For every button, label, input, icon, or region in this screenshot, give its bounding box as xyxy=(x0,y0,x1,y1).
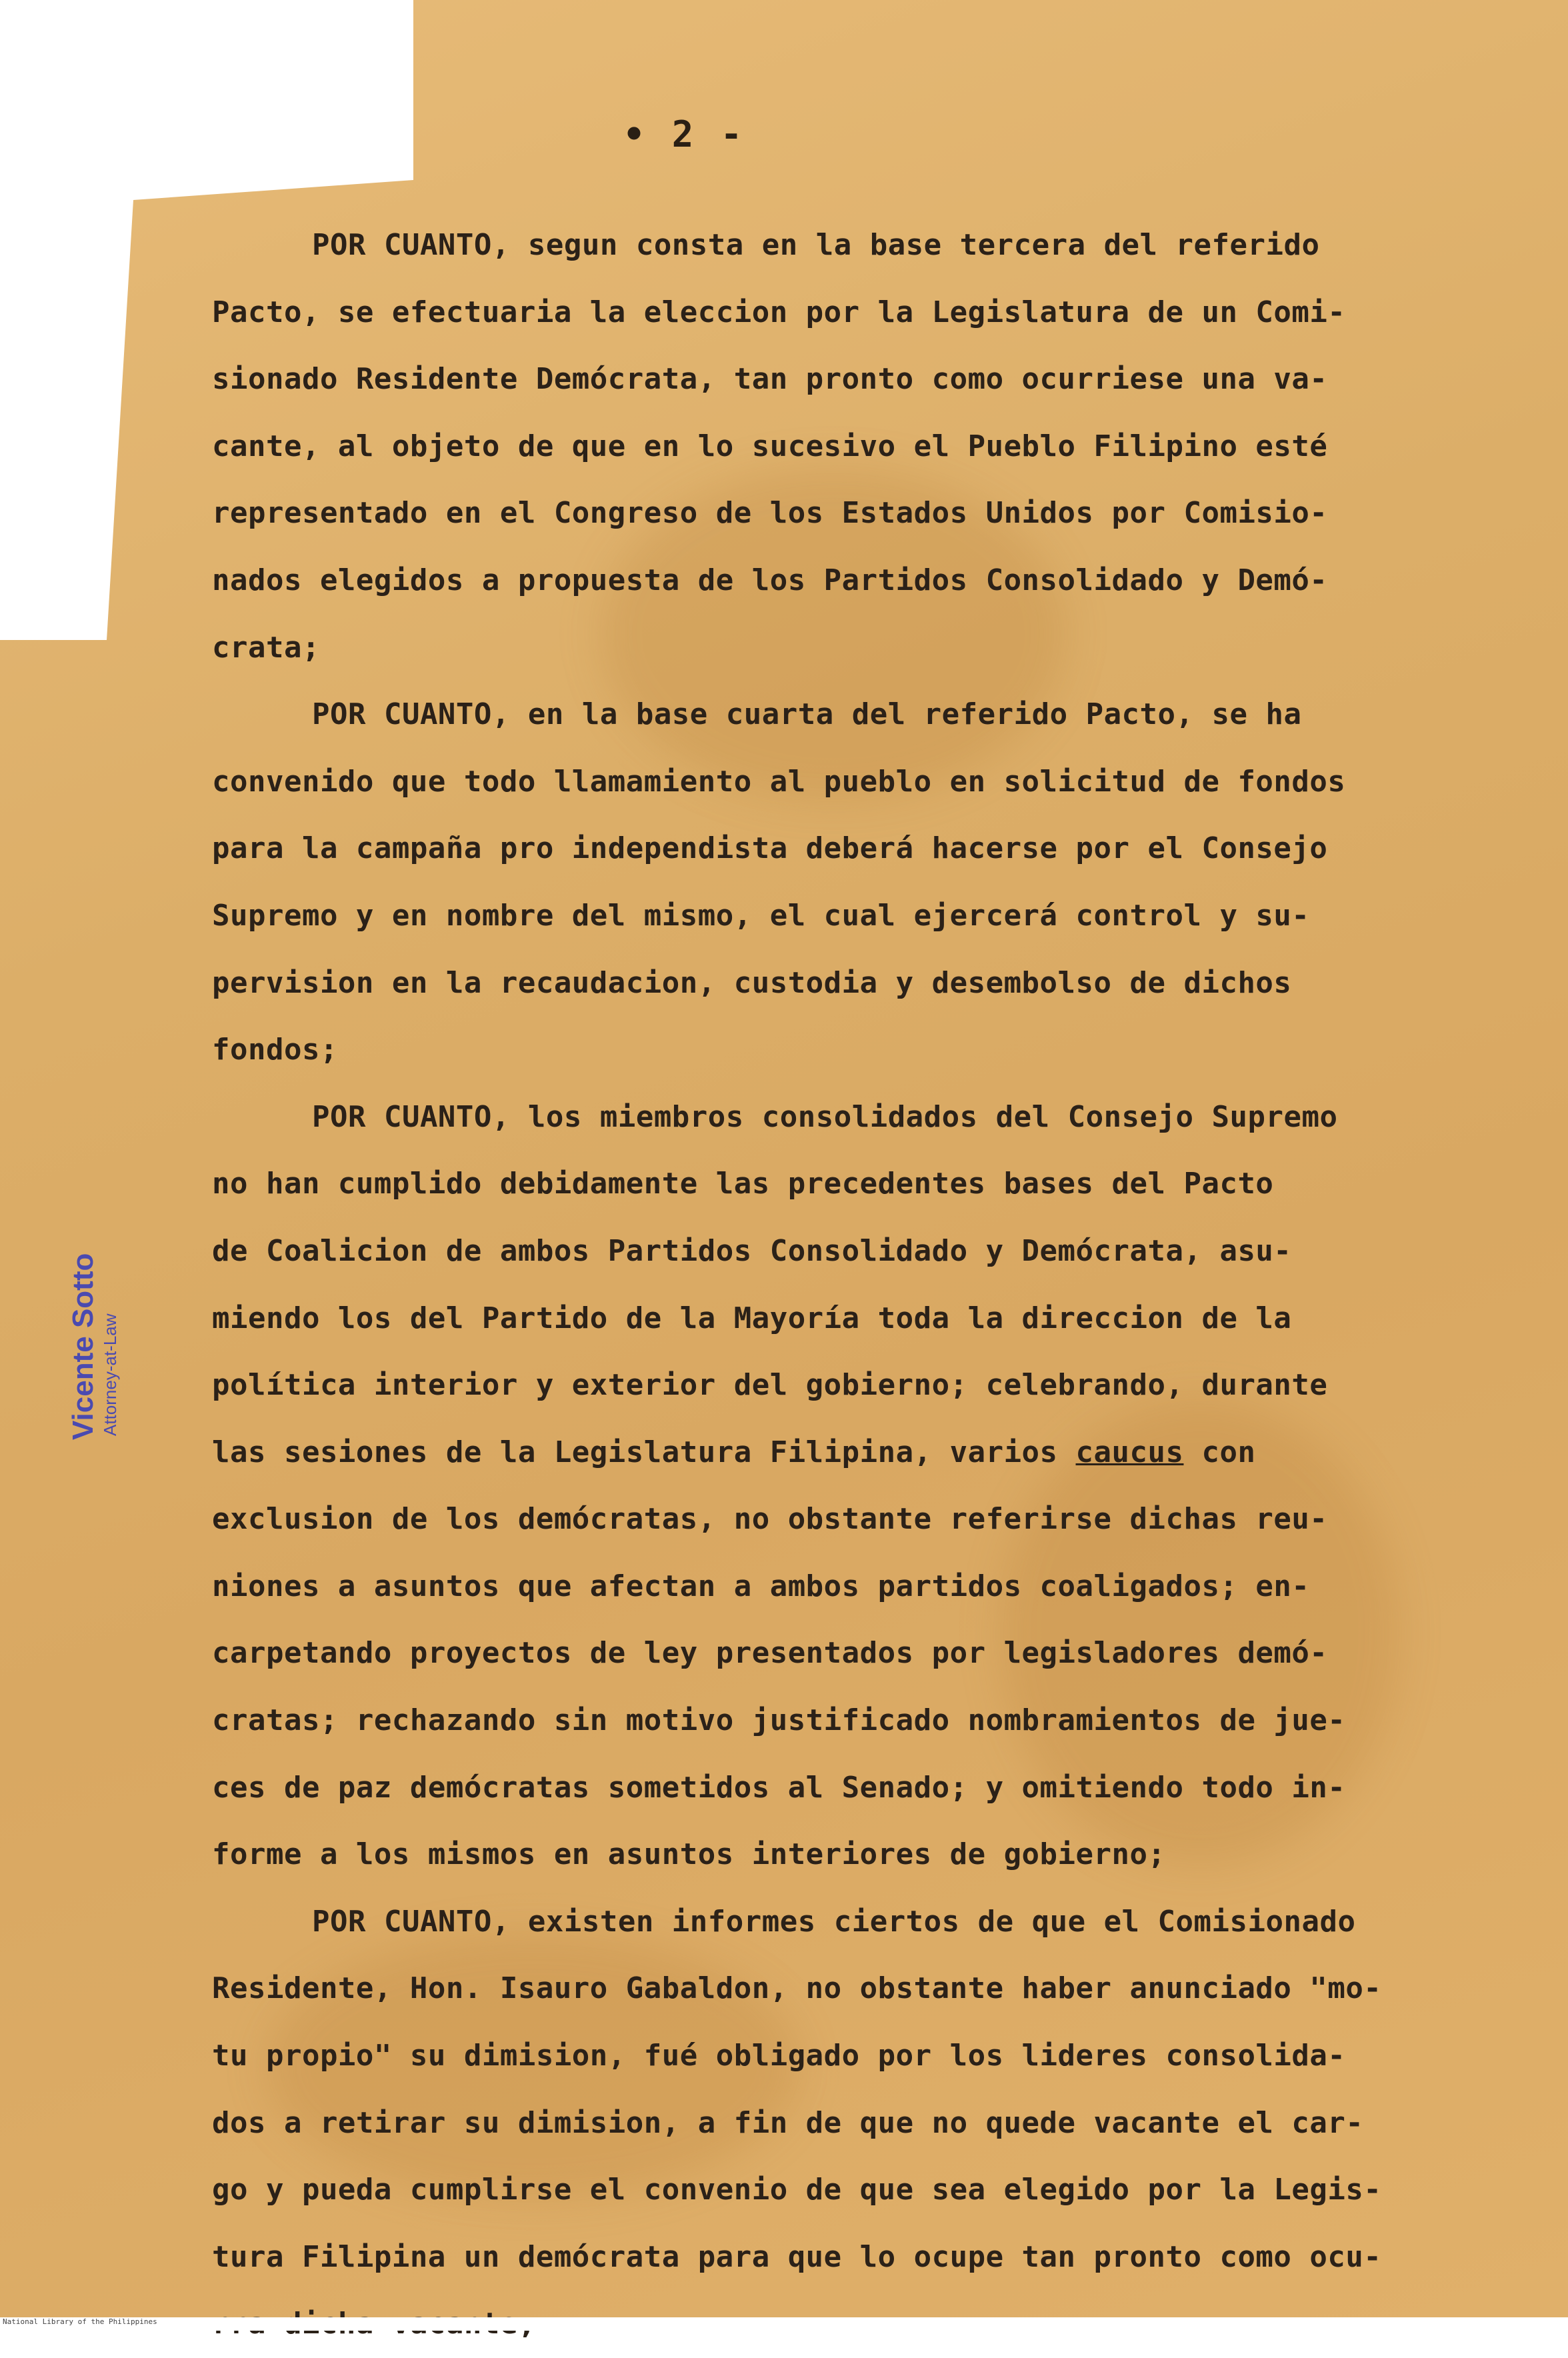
text-line: de Coalicion de ambos Partidos Consolidado y Demócrata, asu- xyxy=(212,1233,1292,1268)
text-line: Residente, Hon. Isauro Gabaldon, no obstante haber anunciado "mo- xyxy=(212,1971,1382,2006)
text-line: dos a retirar su dimision, a fin de que no quede vacante el car- xyxy=(212,2105,1364,2140)
stamp-name: Vicente Sotto xyxy=(67,1253,99,1440)
footer-library: National Library of the Philippines xyxy=(3,2317,157,2326)
text-line: carpetando proyectos de ley presentados por legisladores demó- xyxy=(212,1636,1328,1671)
text-segment: con xyxy=(1183,1435,1256,1469)
scan-footer xyxy=(0,2317,1568,2331)
text-line: POR CUANTO, los miembros consolidados del Consejo Supremo xyxy=(312,1099,1338,1134)
attorney-stamp xyxy=(67,1253,121,1440)
text-line: para la campaña pro independista deberá hacerse por el Consejo xyxy=(212,831,1328,866)
text-line xyxy=(212,1419,1512,1487)
text-line: go y pueda cumplirse el convenio de que sea elegido por la Legis- xyxy=(212,2173,1382,2207)
stamp-title: Attorney-at-Law xyxy=(100,1313,120,1436)
text-line: niones a asuntos que afectan a ambos partidos coaligados; en- xyxy=(212,1569,1310,1603)
underlined-word: caucus xyxy=(1075,1435,1184,1469)
text-line: Supremo y en nombre del mismo, el cual ejercerá control y su- xyxy=(212,898,1310,933)
text-line: POR CUANTO, en la base cuarta del referido Pacto, se ha xyxy=(312,697,1302,732)
page-number: • 2 - xyxy=(623,113,745,155)
text-line: exclusion de los demócratas, no obstante referirse dichas reu- xyxy=(212,1502,1328,1537)
text-line: forme a los mismos en asuntos interiores de gobierno; xyxy=(212,1837,1166,1872)
text-line: POR CUANTO, existen informes ciertos de que el Comisionado xyxy=(312,1904,1356,1939)
text-line: convenido que todo llamamiento al pueblo en solicitud de fondos xyxy=(212,764,1346,799)
text-line: ces de paz demócratas sometidos al Senado; y omitiendo todo in- xyxy=(212,1770,1346,1805)
text-line: sionado Residente Demócrata, tan pronto como ocurriese una va- xyxy=(212,362,1328,397)
text-segment: las sesiones de la Legislatura Filipina, varios xyxy=(212,1435,1076,1469)
text-line: Pacto, se efectuaria la eleccion por la Legislatura de un Comi- xyxy=(212,295,1346,329)
text-line: cante, al objeto de que en lo sucesivo el Pueblo Filipino esté xyxy=(212,429,1328,463)
text-line: miendo los del Partido de la Mayoría toda la direccion de la xyxy=(212,1301,1292,1335)
text-line: tu propio" su dimision, fué obligado por los lideres consolida- xyxy=(212,2039,1346,2073)
text-line: pervision en la recaudacion, custodia y desembolso de dichos xyxy=(212,965,1292,1000)
text-line: nados elegidos a propuesta de los Partidos Consolidado y Demó- xyxy=(212,563,1328,597)
document-body xyxy=(212,212,1512,2358)
text-line: tura Filipina un demócrata para que lo ocupe tan pronto como ocu- xyxy=(212,2239,1382,2274)
text-line: cratas; rechazando sin motivo justificado nombramientos de jue- xyxy=(212,1703,1346,1738)
text-line: política interior y exterior del gobierno; celebrando, durante xyxy=(212,1368,1328,1403)
text-line: no han cumplido debidamente las precedentes bases del Pacto xyxy=(212,1167,1274,1201)
text-line: representado en el Congreso de los Estados Unidos por Comisio- xyxy=(212,496,1328,531)
text-line: crata; xyxy=(212,630,320,665)
text-line: POR CUANTO, segun consta en la base tercera del referido xyxy=(312,228,1320,262)
text-line: fondos; xyxy=(212,1033,338,1067)
